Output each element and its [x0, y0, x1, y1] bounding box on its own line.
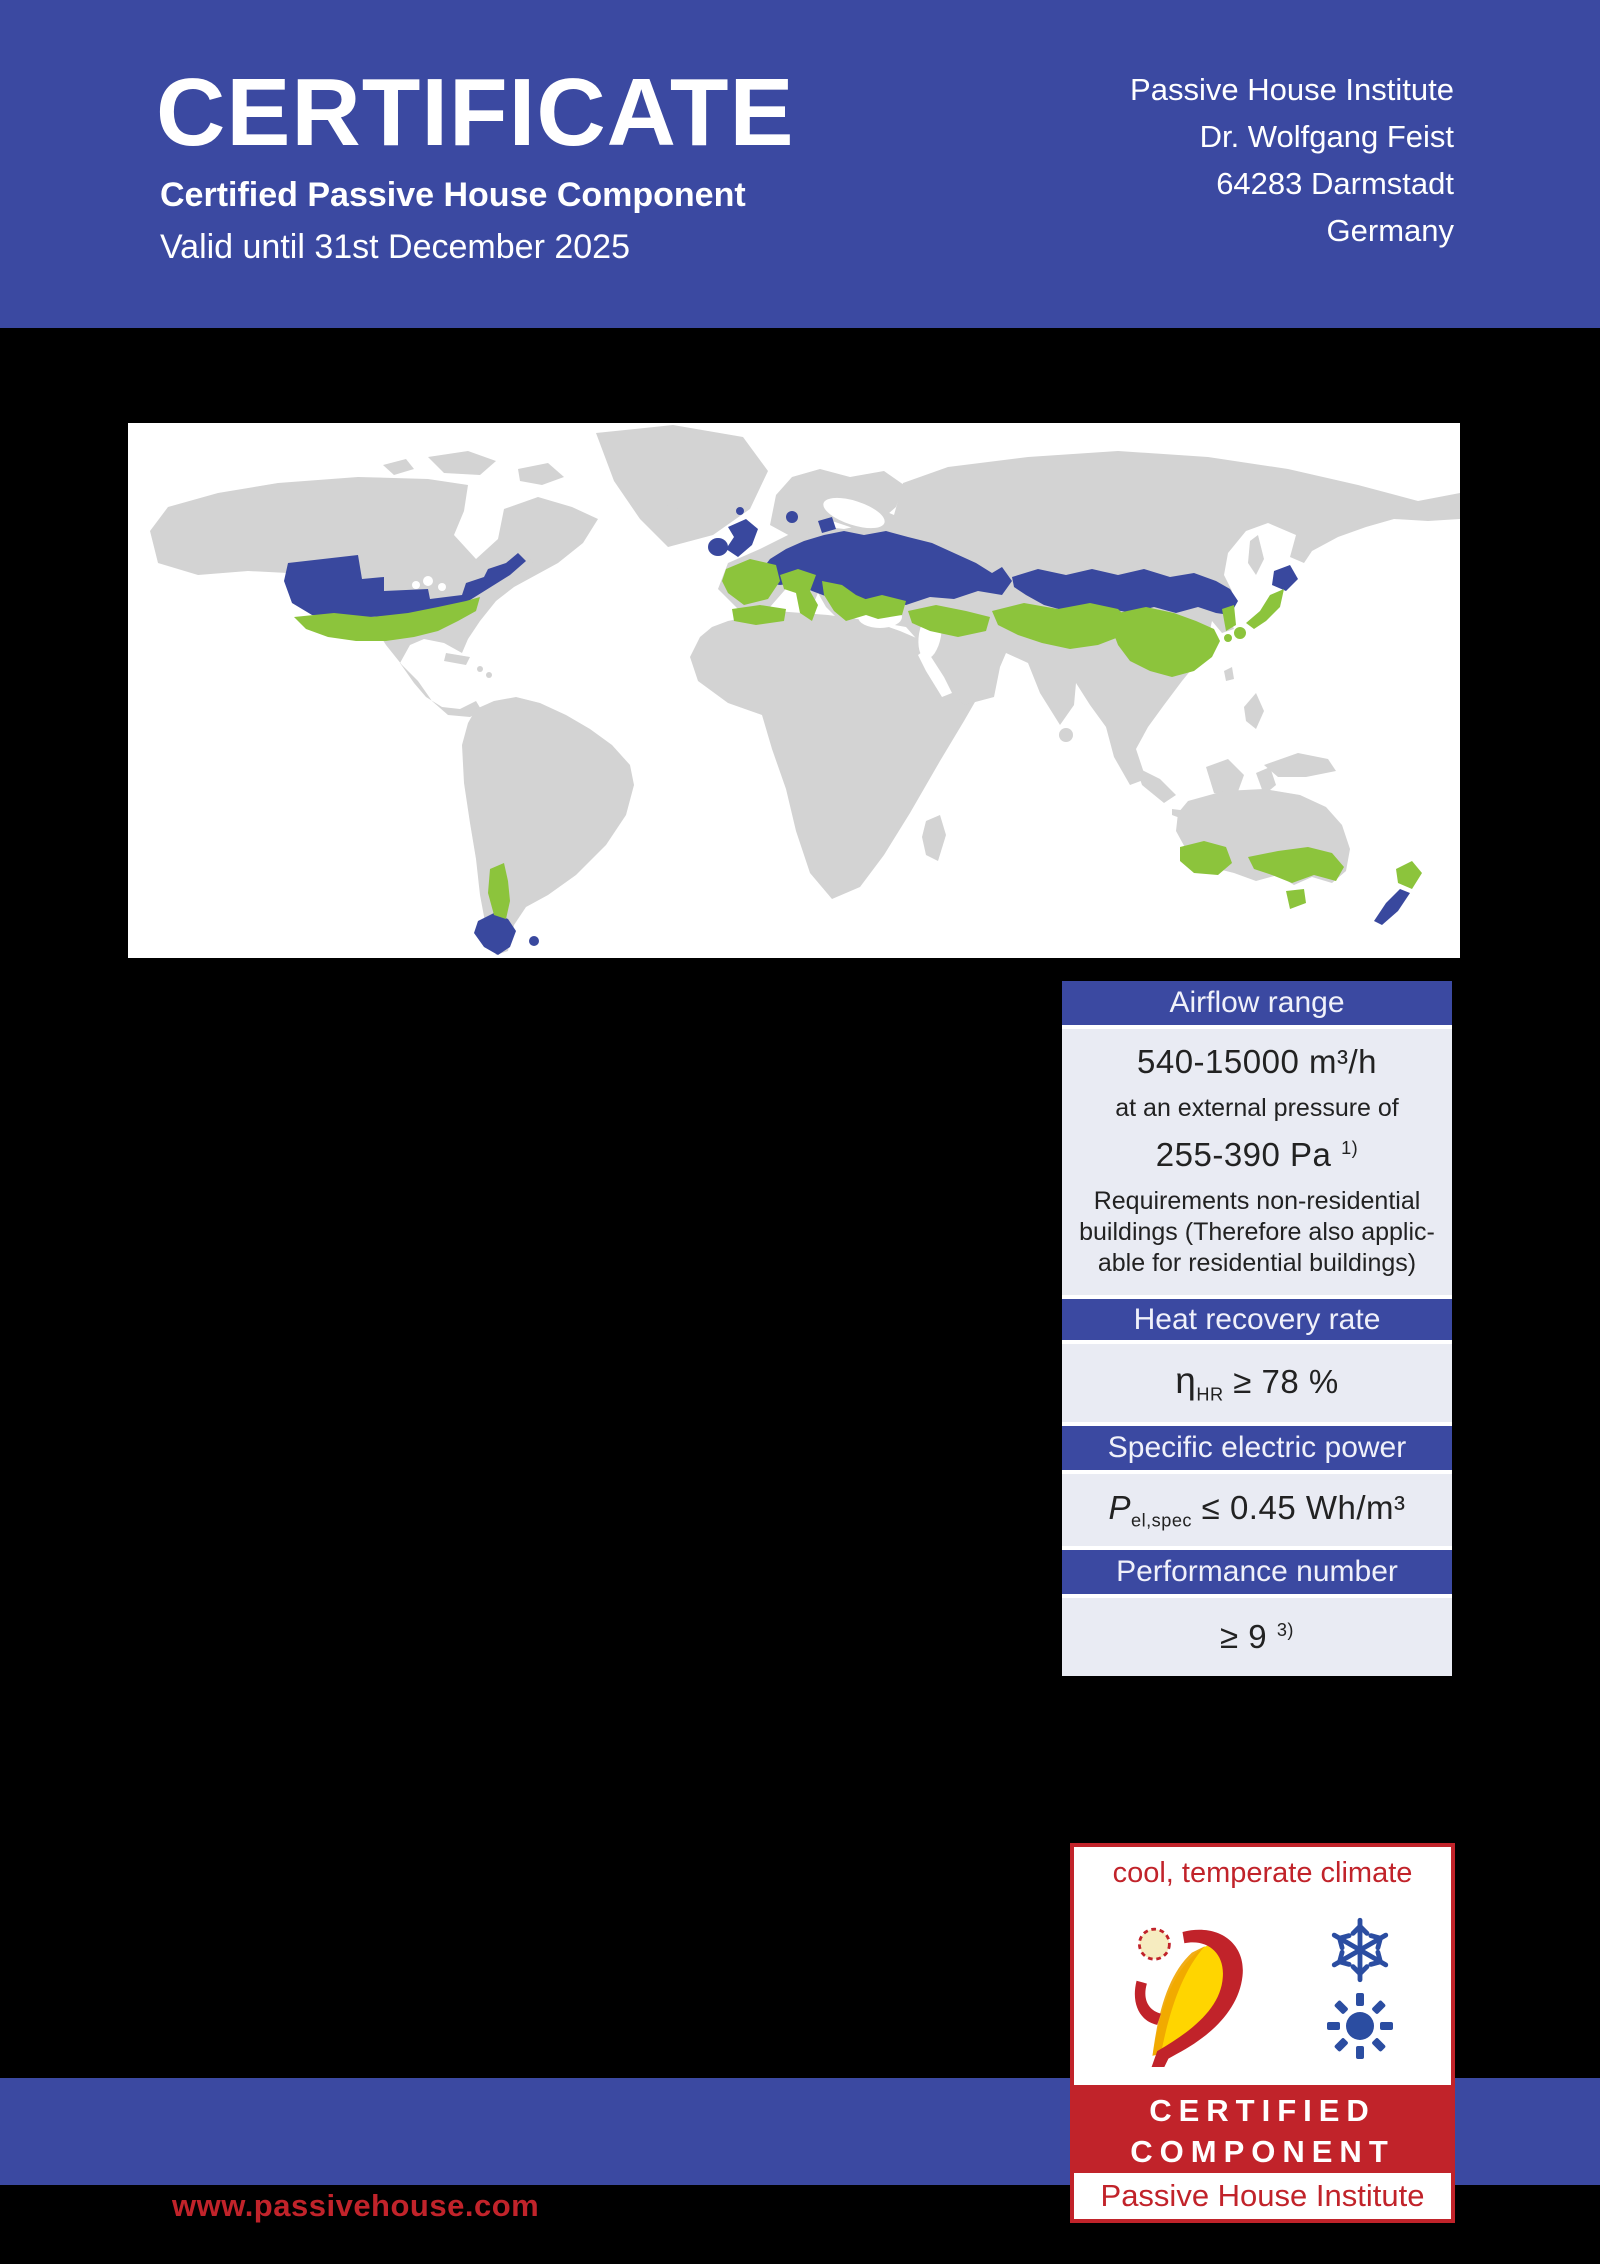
map-landmasses	[150, 425, 1460, 955]
performance-data-panel	[1062, 981, 1452, 1676]
electric-power-body	[1062, 1474, 1452, 1546]
requirements-note	[1068, 1186, 1446, 1279]
p-symbol: P	[1108, 1488, 1132, 1526]
performance-number: ≥ 9	[1220, 1618, 1268, 1655]
badge-institute-label: Passive House Institute	[1100, 2178, 1425, 2213]
heat-recovery-body	[1062, 1344, 1452, 1422]
electric-power-header: Specific electric power	[1062, 1426, 1452, 1470]
performance-number-value	[1220, 1618, 1294, 1656]
heat-recovery-number: ≥ 78 %	[1233, 1363, 1339, 1401]
certificate-header	[0, 0, 1600, 328]
p-subscript: el,spec	[1131, 1510, 1192, 1531]
heat-recovery-header: Heat recovery rate	[1062, 1299, 1452, 1340]
sun-svg	[1325, 1990, 1395, 2062]
requirements-line: able for residential buildings)	[1097, 1249, 1417, 1277]
airflow-range-header: Airflow range	[1062, 981, 1452, 1025]
pressure-value	[1068, 1136, 1446, 1174]
requirements-line: buildings (Therefore also applic-	[1079, 1218, 1435, 1246]
address-line: Passive House Institute	[1130, 72, 1454, 107]
airflow-range-body	[1062, 1029, 1452, 1295]
performance-number-header: Performance number	[1062, 1550, 1452, 1594]
validity-date: Valid until 31st December 2025	[160, 228, 630, 266]
logo-svg	[1124, 1917, 1256, 2067]
footnote-marker: 3)	[1276, 1620, 1294, 1640]
certified-line: CERTIFIED	[1149, 2093, 1376, 2128]
requirements-line: Requirements non-residential	[1093, 1187, 1421, 1215]
snowflake-icon	[1321, 1915, 1399, 1985]
pressure-intro: at an external pressure of	[1115, 1094, 1399, 1122]
page-title: CERTIFICATE	[156, 59, 795, 166]
footnote-marker: 1)	[1341, 1138, 1359, 1158]
snowflake-svg	[1321, 1915, 1399, 1985]
electric-power-value	[1109, 1489, 1406, 1532]
component-line: COMPONENT	[1130, 2134, 1395, 2169]
address-line: Germany	[1326, 213, 1454, 248]
world-map-svg	[128, 423, 1460, 958]
certified-component-badge	[1070, 1843, 1455, 2223]
website-link[interactable]: www.passivehouse.com	[172, 2188, 540, 2223]
institute-address	[1130, 66, 1454, 254]
eta-subscript: HR	[1196, 1384, 1224, 1405]
address-line: 64283 Darmstadt	[1216, 166, 1454, 201]
certificate-subtitle: Certified Passive House Component	[160, 176, 746, 214]
heat-recovery-value	[1175, 1360, 1338, 1406]
climate-label: cool, temperate climate	[1112, 1857, 1413, 1889]
sun-icon	[1325, 1990, 1395, 2062]
performance-number-body	[1062, 1598, 1452, 1676]
address-line: Dr. Wolfgang Feist	[1199, 119, 1454, 154]
certified-component-band	[1074, 2085, 1451, 2173]
airflow-range-value: 540-15000 m³/h	[1137, 1043, 1377, 1080]
eta-symbol: η	[1175, 1360, 1197, 1402]
electric-power-number: ≤ 0.45 Wh/m³	[1201, 1488, 1406, 1526]
pressure-number: 255-390 Pa	[1155, 1136, 1332, 1173]
climate-zone-world-map	[128, 423, 1460, 958]
passive-house-logo-icon	[1124, 1917, 1256, 2067]
